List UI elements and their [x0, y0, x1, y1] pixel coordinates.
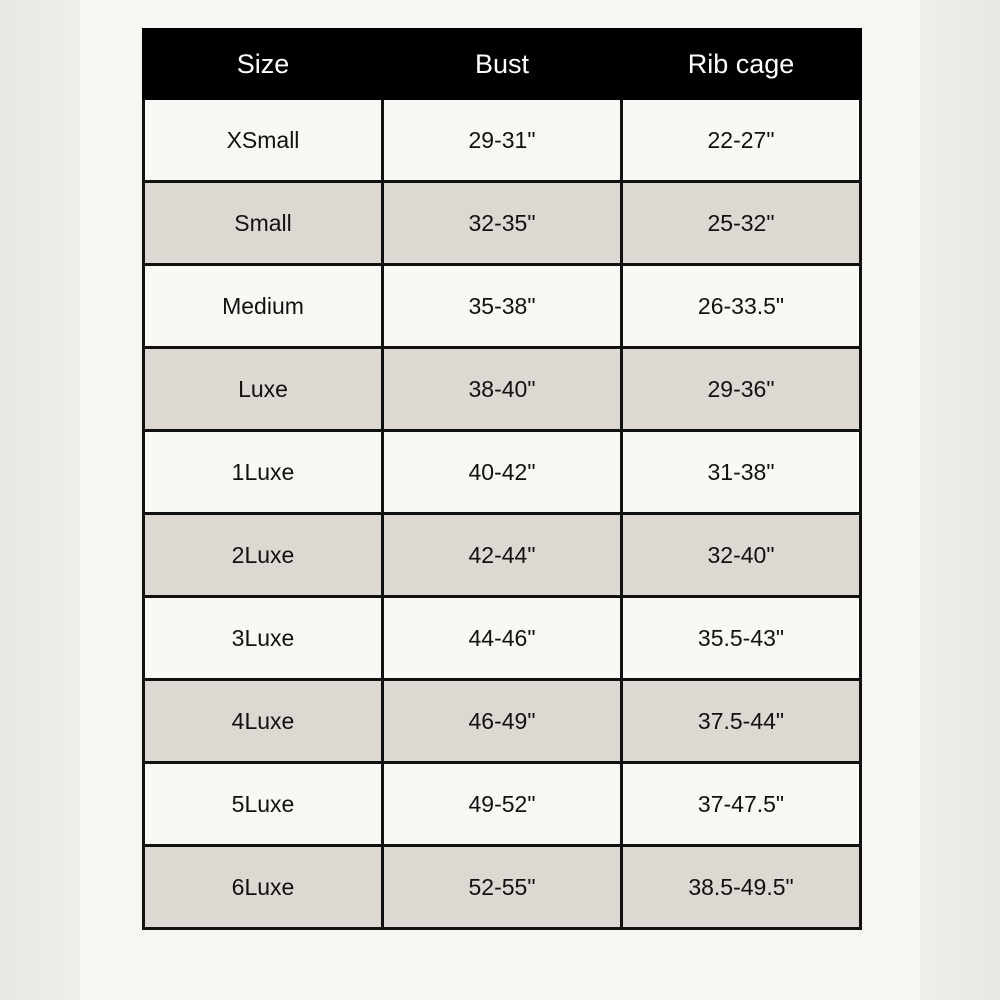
- table-row: [144, 348, 861, 431]
- bust-cell: 32-35": [383, 182, 622, 265]
- table-row: [144, 265, 861, 348]
- rib-cage-cell: 31-38": [622, 431, 861, 514]
- right-margin: [920, 0, 1000, 1000]
- table-row: [144, 597, 861, 680]
- table-row: [144, 514, 861, 597]
- bust-cell: 46-49": [383, 680, 622, 763]
- left-margin: [0, 0, 80, 1000]
- header-row: [144, 30, 861, 99]
- rib-cage-cell: 38.5-49.5": [622, 846, 861, 929]
- rib-cage-cell: 26-33.5": [622, 265, 861, 348]
- bust-cell: 52-55": [383, 846, 622, 929]
- rib-cage-cell: 35.5-43": [622, 597, 861, 680]
- size-cell: 6Luxe: [144, 846, 383, 929]
- table-row: [144, 763, 861, 846]
- header-bust: Bust: [383, 30, 622, 99]
- bust-cell: 35-38": [383, 265, 622, 348]
- size-cell: 2Luxe: [144, 514, 383, 597]
- size-cell: 3Luxe: [144, 597, 383, 680]
- bust-cell: 38-40": [383, 348, 622, 431]
- rib-cage-cell: 37-47.5": [622, 763, 861, 846]
- table-body: [144, 99, 861, 929]
- bust-cell: 42-44": [383, 514, 622, 597]
- header-rib-cage: Rib cage: [622, 30, 861, 99]
- header-size: Size: [144, 30, 383, 99]
- size-cell: Luxe: [144, 348, 383, 431]
- table-row: [144, 99, 861, 182]
- size-cell: 5Luxe: [144, 763, 383, 846]
- size-cell: XSmall: [144, 99, 383, 182]
- size-cell: 4Luxe: [144, 680, 383, 763]
- size-chart-table: [142, 28, 862, 930]
- table-row: [144, 846, 861, 929]
- rib-cage-cell: 25-32": [622, 182, 861, 265]
- rib-cage-cell: 32-40": [622, 514, 861, 597]
- bust-cell: 40-42": [383, 431, 622, 514]
- rib-cage-cell: 37.5-44": [622, 680, 861, 763]
- size-cell: Medium: [144, 265, 383, 348]
- table-row: [144, 182, 861, 265]
- size-cell: 1Luxe: [144, 431, 383, 514]
- bust-cell: 44-46": [383, 597, 622, 680]
- table-header: [144, 30, 861, 99]
- size-cell: Small: [144, 182, 383, 265]
- table-row: [144, 680, 861, 763]
- table-row: [144, 431, 861, 514]
- bust-cell: 29-31": [383, 99, 622, 182]
- bust-cell: 49-52": [383, 763, 622, 846]
- rib-cage-cell: 29-36": [622, 348, 861, 431]
- rib-cage-cell: 22-27": [622, 99, 861, 182]
